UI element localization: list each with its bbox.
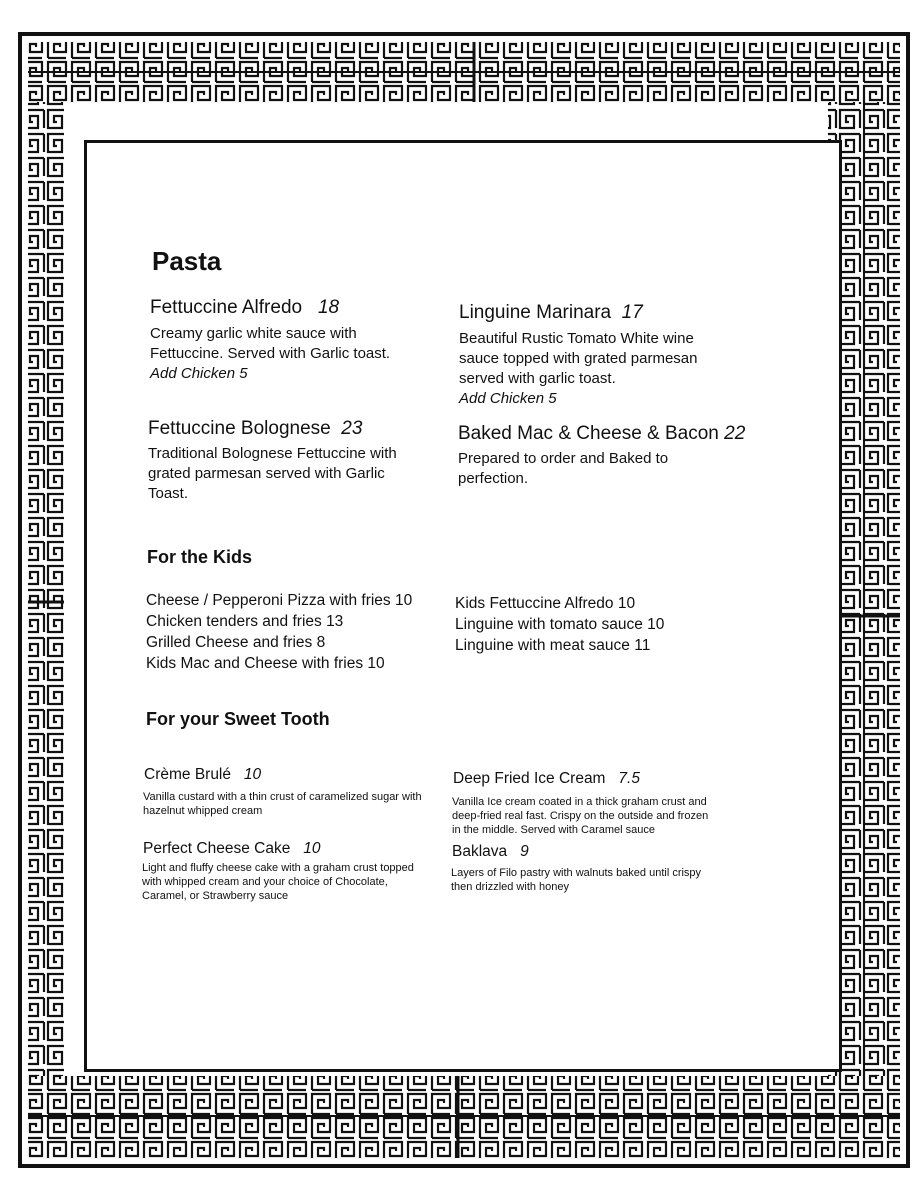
list-item: Linguine with meat sauce 11 — [455, 637, 651, 654]
list-item: Kids Fettuccine Alfredo 10 — [455, 595, 636, 612]
dish-name: Fettuccine Alfredo — [150, 297, 303, 318]
dish-price: 18 — [317, 297, 340, 318]
dish-desc-line: Vanilla custard with a thin crust of caramelized sugar with — [143, 791, 422, 803]
section-title-desserts: For your Sweet Tooth — [146, 709, 330, 729]
dish-desc-line: Light and fluffy cheese cake with a graham crust topped — [142, 862, 414, 874]
dish-desc-line: hazelnut whipped cream — [143, 805, 263, 817]
dish-desc-line: sauce topped with grated parmesan — [459, 350, 698, 367]
dish-desc-line: grated parmesan served with Garlic — [148, 465, 385, 482]
list-item: Linguine with tomato sauce 10 — [455, 616, 665, 633]
list-item: Grilled Cheese and fries 8 — [146, 634, 326, 651]
dish-name: Deep Fried Ice Cream — [453, 770, 606, 787]
list-item: Cheese / Pepperoni Pizza with fries 10 — [146, 592, 413, 609]
dish-desc-line: perfection. — [458, 470, 529, 487]
dish-name: Baked Mac & Cheese & Bacon — [458, 423, 719, 444]
dish-desc-line: then drizzled with honey — [451, 881, 570, 893]
dish-price: 22 — [724, 423, 746, 444]
list-item: Chicken tenders and fries 13 — [146, 613, 344, 630]
dish-addon: Add Chicken 5 — [459, 390, 557, 407]
dish-desc-line: Vanilla Ice cream coated in a thick graham crust and — [452, 796, 707, 808]
dish-name: Fettuccine Bolognese — [148, 418, 331, 439]
dish-desc-line: in the middle. Served with Caramel sauce — [452, 824, 655, 836]
dish-desc-line: served with garlic toast. — [459, 370, 616, 387]
list-item: Kids Mac and Cheese with fries 10 — [146, 655, 385, 672]
dish-addon: Add Chicken 5 — [150, 365, 248, 382]
dish-desc-line: Fettuccine. Served with Garlic toast. — [150, 345, 391, 362]
dish-name: Crème Brulé — [144, 766, 231, 783]
dish-desc-line: deep-fried real fast. Crispy on the outside and frozen — [452, 810, 709, 822]
dish-price: 10 — [303, 840, 321, 857]
dish-desc-line: Beautiful Rustic Tomato White wine — [459, 330, 694, 347]
dish-name: Baklava — [452, 843, 508, 860]
dish-desc-line: Caramel, or Strawberry sauce — [142, 890, 289, 902]
dish-price: 17 — [621, 302, 643, 323]
dish-desc-line: Traditional Bolognese Fettuccine with — [148, 445, 397, 462]
dish-name: Linguine Marinara — [459, 302, 612, 323]
section-title-pasta: Pasta — [152, 246, 222, 276]
dish-price: 10 — [243, 766, 262, 783]
dish-desc-line: Toast. — [148, 485, 189, 502]
kids-list-right — [455, 593, 755, 656]
section-title-kids: For the Kids — [147, 547, 253, 567]
dish-price: 23 — [341, 418, 363, 439]
kids-list-left — [146, 590, 446, 674]
dish-price: 9 — [520, 843, 529, 860]
dish-price: 7.5 — [618, 770, 640, 787]
dish-desc-line: Layers of Filo pastry with walnuts baked until crispy — [451, 867, 702, 879]
dish-desc-line: Prepared to order and Baked to — [458, 450, 669, 467]
dish-desc-line: with whipped cream and your choice of Chocolate, — [142, 876, 388, 888]
dish-desc-line: Creamy garlic white sauce with — [150, 325, 357, 342]
dish-name: Perfect Cheese Cake — [143, 840, 291, 857]
